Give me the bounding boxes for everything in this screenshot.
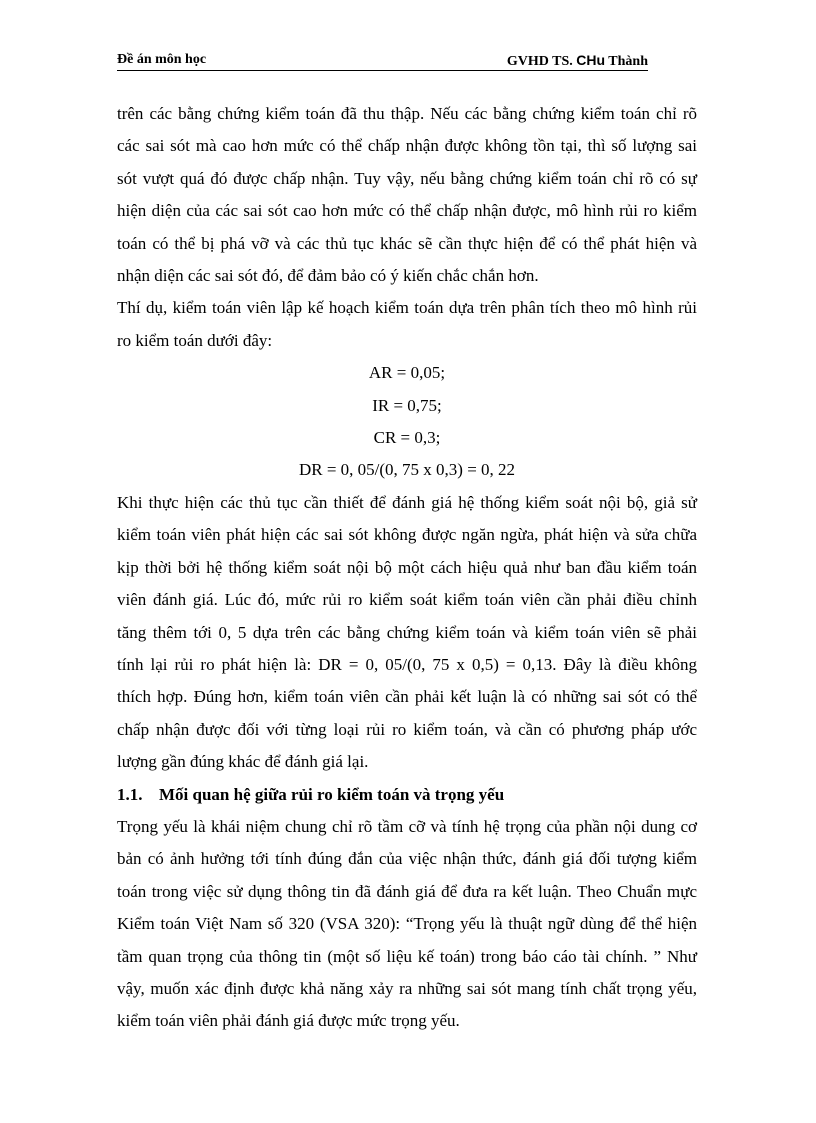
text-line: bản có ảnh hưởng tới tính đúng đắn của việc nhận thức, đánh giá đối tượng kiểm [117,849,697,869]
text-line: kịp thời bởi hệ thống kiểm soát nội bộ một cách hiệu quả như ban đầu kiểm toán [117,557,697,577]
text-line: Kiểm toán Việt Nam số 320 (VSA 320): “Trọng yếu là thuật ngữ dùng để thể hiện [117,914,697,934]
text-line: toán trong việc sử dụng thông tin đã đánh giá để đưa ra kết luận. Theo Chuẩn mực [117,881,697,901]
text-line: các sai sót mà cao hơn mức có thể chấp nhận được không tồn tại, thì số lượng sai [117,136,697,156]
text-line: viên đánh giá. Lúc đó, mức rủi ro kiểm soát kiểm toán viên cần phải điều chỉnh [117,590,697,610]
text-line: chấp nhận được đối với từng loại rủi ro kiểm toán, và cần có phương pháp ước [117,719,697,739]
section-heading [117,779,697,811]
text-line: sót vượt quá đó được chấp nhận. Tuy vậy, nếu bằng chứng kiểm toán chỉ rõ có sự [117,168,697,188]
paragraph-materiality [117,811,697,1038]
text-line: Trọng yếu là khái niệm chung chỉ rõ tầm cỡ và tính hệ trọng của phần nội dung cơ [117,816,697,836]
text-line: trên các bằng chứng kiểm toán đã thu thập. Nếu các bằng chứng kiểm toán chỉ rõ [117,104,697,123]
page-body [117,98,697,1038]
paragraph-evidence [117,98,697,292]
header-supervisor [507,52,648,70]
text-line: nhận diện các sai sót đó, để đảm bảo có ý kiến chắc chắn hơn. [117,266,539,286]
text-line: toán có thể bị phá vỡ và các thủ tục khác sẽ cần thực hiện để có thể phát hiện và [117,233,697,253]
paragraph-control-risk [117,487,697,779]
text-line: ro kiểm toán dưới đây: [117,330,273,350]
text-line: hiện diện của các sai sót cao hơn mức có thể chấp nhận được, mô hình rủi ro kiểm [117,201,697,221]
text-line: Khi thực hiện các thủ tục cần thiết để đánh giá hệ thống kiểm soát nội bộ, giả sử [117,492,697,512]
text-line: kiểm toán viên phải đánh giá được mức trọng yếu. [117,1011,460,1031]
text-line: vậy, muốn xác định được khả năng xảy ra những sai sót mang tính chất trọng yếu, [117,978,697,998]
section-number: 1.1. [117,784,143,804]
page-header [117,52,648,71]
formula-ar: AR = 0,05; [368,363,446,383]
paragraph-example [117,292,697,357]
header-supervisor-prefix: GVHD TS. [506,54,577,69]
section-title: Mối quan hệ giữa rủi ro kiểm toán và trọng yếu [159,784,505,804]
header-supervisor-name-part: CHu [576,52,606,68]
text-line: lượng gần đúng khác để đánh giá lại. [117,752,369,772]
text-line: kiểm toán viên phát hiện các sai sót không được ngăn ngừa, phát hiện và sửa chữa [117,525,697,545]
header-supervisor-suffix: Thành [605,54,648,69]
formula-cr: CR = 0,3; [373,428,441,448]
text-line: tính lại rủi ro phát hiện là: DR = 0, 05/(0, 75 x 0,5) = 0,13. Đây là điều không [117,654,697,674]
text-line: thích hợp. Đúng hơn, kiểm toán viên cần phải kết luận là có những sai sót có thể [117,687,697,707]
text-line: tầm quan trọng của thông tin (một số liệu kế toán) trong báo cáo tài chính. ” Như [117,946,697,966]
header-course-title: Đề án môn học [117,52,207,67]
text-line: tăng thêm tới 0, 5 dựa trên các bằng chứng kiểm toán và kiểm toán viên sẽ phải [117,622,697,642]
formula-dr: DR = 0, 05/(0, 75 x 0,3) = 0, 22 [298,460,516,480]
text-line: Thí dụ, kiểm toán viên lập kế hoạch kiểm toán dựa trên phân tích theo mô hình rủi [117,298,697,318]
formula-ir: IR = 0,75; [372,395,442,415]
